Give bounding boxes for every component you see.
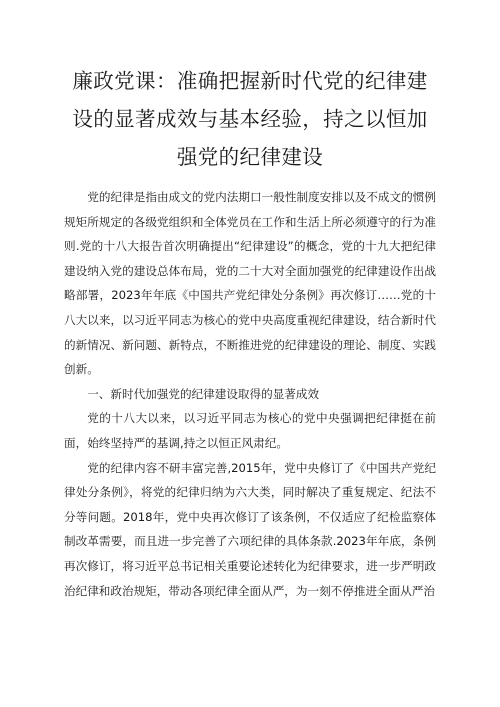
paragraph-intro: 党的纪律是指由成文的党内法期口一般性制度安排以及不成文的惯例规矩所规定的各级党组织和全体党员在工作和生活上所必须遵守的行为准则.党的十八大报告首次明确提出“纪律建设”的概念，党的十九大把纪律建设纳入党的建设总体布局，党的二十大对全面加强党的纪律建设作出战略部署，2023年年底《中国共产党纪律处分条例》再次修订……党的十八大以来，以习近平同志为核心的党中央高度重视纪律建设，结合新时代的新情况、新问题、新特点，不断推进党的纪律建设的理论、制度、实践创新。 [64,190,436,377]
document-title: 廉政党课：准确把握新时代党的纪律建设的显著成效与基本经验，持之以恒加强党的纪律建设 [72,69,428,169]
paragraph-3: 党的纪律内容不研丰富完善,2015年，党中央修订了《中国共产党纪律处分条例》，将党的纪律归纳为六大类，同时解决了重复规定、纪法不分等问题。2018年，党中央再次修订了该条例，不仅适应了纪检监察体制改革需要，而且进一步完善了六项纪律的具体条款.2023年年底，条例再次修订，将习近平总书记相关重要论述转化为纪律要求，进一步严明政治纪律和政治规矩，带动各项纪律全面从严，为一刻不停推进全面从严治 [64,460,436,598]
section-heading-1: 一、新时代加强党的纪律建设取得的显著成效 [87,386,320,401]
paragraph-2: 党的十八大以来，以习近平同志为核心的党中央强调把纪律挺在前面，始终坚持严的基调,持之以恒正风肃纪。 [64,411,436,450]
document-body [64,185,436,603]
